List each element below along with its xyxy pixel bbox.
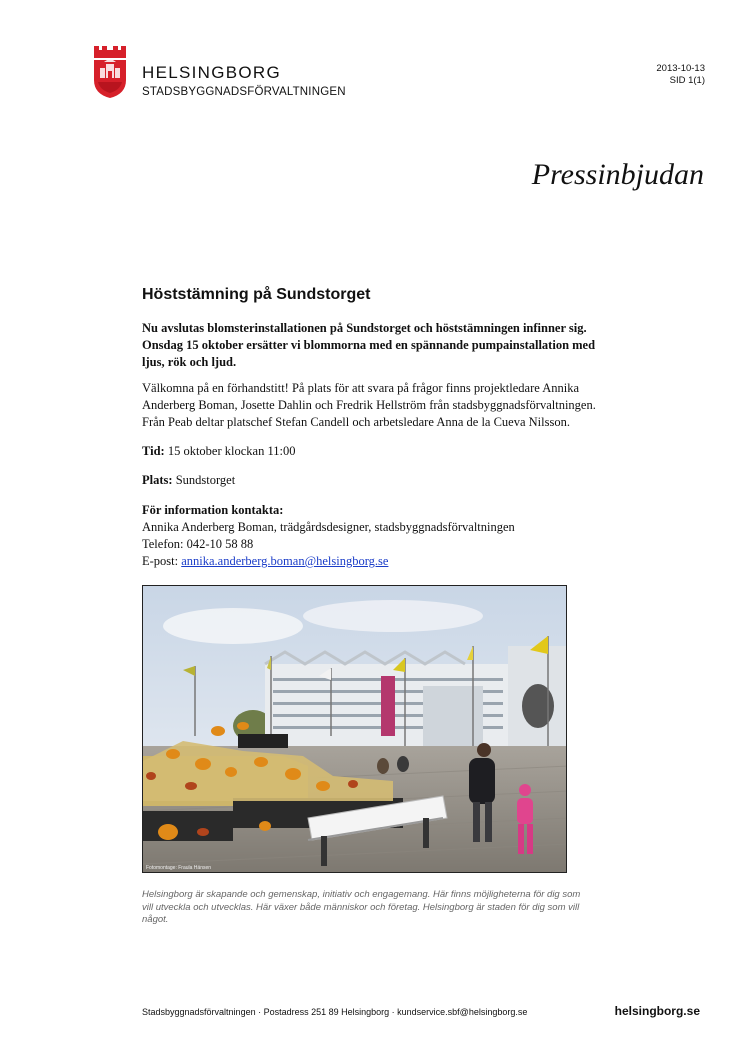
lead-paragraph: Nu avslutas blomsterinstallationen på Sundstorget och höststämningen infinner sig. Onsdag 15 oktober ersätter vi blommorna med en spännande pumpainstallation med ljus, rök och ljud. [142, 321, 596, 369]
document-date: 2013-10-13 [656, 63, 705, 74]
contact-email-line [142, 553, 612, 570]
intro-paragraph: Välkomna på en förhandstitt! På plats för att svara på frågor finns projektledare Annika Anderberg Boman, Josette Dahlin och Fredrik Hellström från stadsbyggnadsförvaltningen. Från Peab deltar platschef Stefan Candell och arbetsledare Anna de la Cueva Nilsson. [142, 381, 596, 429]
time-line [142, 443, 612, 460]
footer-address: Stadsbyggnadsförvaltningen · Postadress 251 89 Helsingborg · kundservice.sbf@helsingborg.se [142, 1007, 528, 1017]
headline: Höststämning på Sundstorget [142, 286, 371, 303]
place-label: Plats: [142, 473, 173, 487]
document-type: Pressinbjudan [531, 158, 704, 191]
time-value: 15 oktober klockan 11:00 [164, 444, 296, 458]
time-label: Tid: [142, 444, 165, 458]
contact-phone: Telefon: 042-10 58 88 [142, 537, 254, 551]
department-name: STADSBYGGNADSFÖRVALTNINGEN [142, 86, 346, 98]
photo-illustration [143, 586, 567, 873]
org-name: HELSINGBORG [142, 63, 281, 82]
email-link[interactable]: annika.anderberg.boman@helsingborg.se [181, 554, 389, 568]
city-crest-icon [92, 44, 128, 100]
page-number: SID 1(1) [669, 75, 705, 86]
contact-heading: För information kontakta: [142, 503, 284, 517]
place-line [142, 472, 612, 489]
contact-block [142, 502, 612, 570]
contact-person: Annika Anderberg Boman, trädgårdsdesigner, stadsbyggnadsförvaltningen [142, 520, 515, 534]
date-block [656, 63, 705, 87]
place-value: Sundstorget [172, 473, 236, 487]
photo-credit: Fotomontage: Fraula Hänsen [146, 865, 212, 871]
email-label: E-post: [142, 554, 182, 568]
photo-caption: Helsingborg är skapande och gemenskap, initiativ och engagemang. Här finns möjligheterna för dig som vill utveckla och utvecklas. Här växer både människor och företag. Helsingborg är staden för dig som vill något. [142, 889, 581, 925]
photo-montage [142, 585, 567, 873]
footer-website: helsingborg.se [614, 1004, 700, 1018]
